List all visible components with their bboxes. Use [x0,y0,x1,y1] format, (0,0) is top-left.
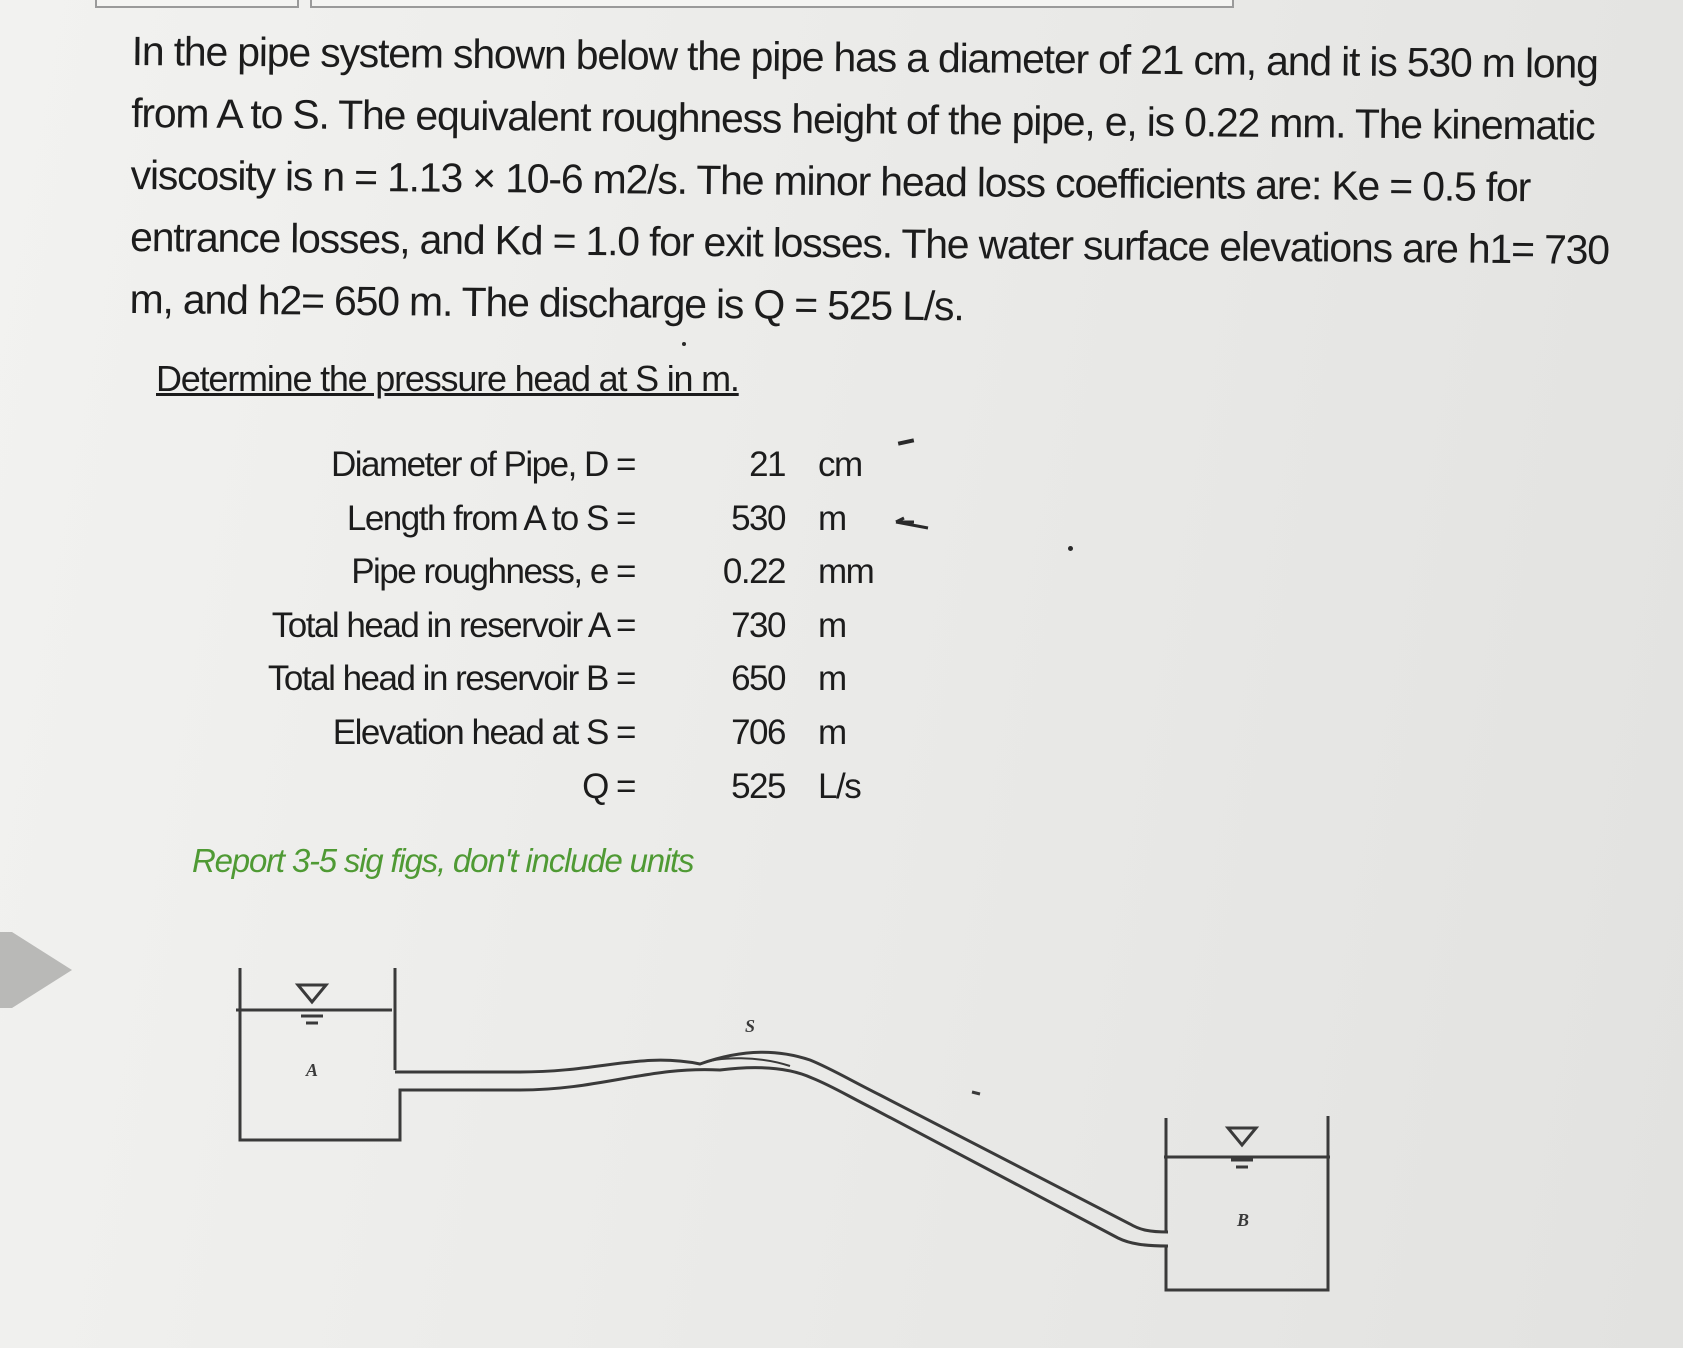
given-value: 730 [731,605,785,645]
stray-mark [972,1092,980,1094]
label-b: B [1236,1210,1250,1230]
given-unit: mm [818,552,874,592]
water-level-b-icon [1228,1128,1256,1167]
instruction-note: Report 3-5 sig figs, don't include units [192,842,694,879]
given-label: Pipe roughness, e = [351,552,635,592]
given-label: Total head in reservoir A = [271,605,635,645]
problem-statement: In the pipe system shown below the pipe has a diameter of 21 cm, and it is 530 m long from A to S. The equivalent roughness height of the pipe, e, is 0.22 mm. The kinematic viscosity is n = 1.13 × 10-6 m2/s. The minor head loss coefficients are: Ke = 0.5 for entrance losses, and Kd = 1.0 for exit losses. The water surface elevations are h1= 730 m, and h2= 650 m. The discharge is Q = 525 L/s. [129,27,1610,330]
given-value: 525 [731,766,785,806]
given-value: 706 [731,712,785,752]
label-a: A [305,1060,319,1080]
given-label: Length from A to S = [346,498,635,538]
given-unit: L/s [818,766,861,806]
given-unit: m [818,605,846,645]
given-value: 0.22 [722,552,785,592]
reservoir-b [1164,1116,1330,1290]
water-level-a-icon [298,985,326,1023]
pipe [395,1052,1168,1246]
given-value: 650 [731,659,785,699]
given-label: Elevation head at S = [332,712,635,752]
given-value: 530 [731,498,785,538]
label-s: S [744,1016,756,1036]
given-unit: m [818,498,846,538]
given-unit: m [818,659,846,699]
given-label: Q = [582,766,635,806]
given-label: Diameter of Pipe, D = [330,445,635,484]
given-unit: m [818,712,846,752]
given-value: 21 [749,445,785,484]
given-label: Total head in reservoir B = [267,659,635,699]
given-unit: cm [818,445,862,484]
question-text: Determine the pressure head at S in m. [156,358,739,399]
